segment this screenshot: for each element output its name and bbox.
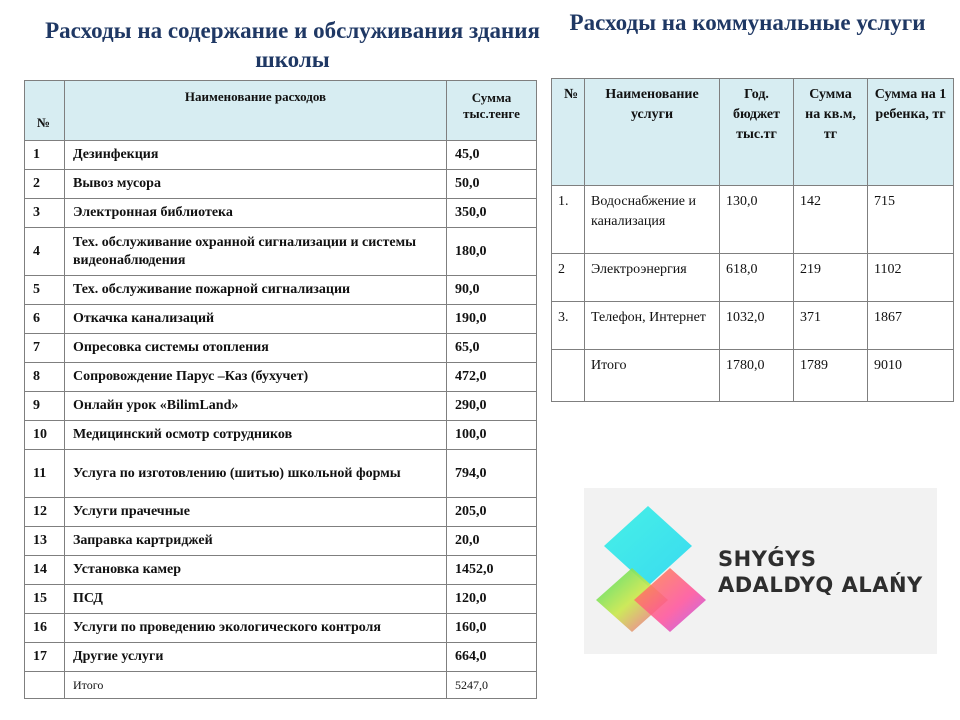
table-row xyxy=(25,450,537,498)
row-budget: 1032,0 xyxy=(720,302,794,350)
table-row xyxy=(552,186,954,254)
row-per-sqm: 142 xyxy=(794,186,868,254)
row-per-sqm: 1789 xyxy=(794,350,868,402)
row-name: Онлайн урок «BilimLand» xyxy=(65,392,447,421)
row-sum: 664,0 xyxy=(447,643,537,672)
logo-line-2: ADALDYQ ALAŃY xyxy=(718,573,923,597)
table-row xyxy=(25,392,537,421)
row-name: Водоснабжение и канализация xyxy=(585,186,720,254)
row-num: 8 xyxy=(25,363,65,392)
row-sum: 205,0 xyxy=(447,498,537,527)
table-header-row xyxy=(552,79,954,186)
table-row xyxy=(25,527,537,556)
table-row xyxy=(25,363,537,392)
row-sum: 180,0 xyxy=(447,228,537,276)
header-per-child: Сумма на 1 ребенка, тг xyxy=(868,79,954,186)
row-num: 6 xyxy=(25,305,65,334)
header-sum: Сумма тыс.тенге xyxy=(447,81,537,141)
table-row xyxy=(25,276,537,305)
header-name: Наименование услуги xyxy=(585,79,720,186)
row-budget: 618,0 xyxy=(720,254,794,302)
table-row xyxy=(552,302,954,350)
table-row xyxy=(25,614,537,643)
row-name: Заправка картриджей xyxy=(65,527,447,556)
table-row xyxy=(25,585,537,614)
row-name: Электронная библиотека xyxy=(65,199,447,228)
table-row xyxy=(25,556,537,585)
table-row xyxy=(25,334,537,363)
row-sum: 190,0 xyxy=(447,305,537,334)
row-budget: 1780,0 xyxy=(720,350,794,402)
table-row xyxy=(25,141,537,170)
header-per-sqm: Сумма на кв.м, тг xyxy=(794,79,868,186)
maintenance-expenses-table xyxy=(24,80,537,699)
row-sum: 120,0 xyxy=(447,585,537,614)
row-name: Телефон, Интернет xyxy=(585,302,720,350)
row-num: 15 xyxy=(25,585,65,614)
table-row xyxy=(25,498,537,527)
organization-logo xyxy=(584,488,937,654)
row-num: 4 xyxy=(25,228,65,276)
row-num: 17 xyxy=(25,643,65,672)
row-num xyxy=(552,350,585,402)
row-name: Услуга по изготовлению (шитью) школьной формы xyxy=(65,450,447,498)
row-num: 12 xyxy=(25,498,65,527)
row-name: Услуги по проведению экологического контроля xyxy=(65,614,447,643)
row-name: Тех. обслуживание охранной сигнализации и системы видеонаблюдения xyxy=(65,228,447,276)
header-num: № xyxy=(552,79,585,186)
row-name: Установка камер xyxy=(65,556,447,585)
total-label: Итого xyxy=(65,672,447,699)
header-budget: Год. бюджет тыс.тг xyxy=(720,79,794,186)
table-header-row xyxy=(25,81,537,141)
row-num: 9 xyxy=(25,392,65,421)
row-num: 16 xyxy=(25,614,65,643)
row-sum: 290,0 xyxy=(447,392,537,421)
row-num: 11 xyxy=(25,450,65,498)
row-name: Медицинский осмотр сотрудников xyxy=(65,421,447,450)
row-num: 5 xyxy=(25,276,65,305)
row-per-sqm: 371 xyxy=(794,302,868,350)
row-per-sqm: 219 xyxy=(794,254,868,302)
row-sum: 350,0 xyxy=(447,199,537,228)
row-per-child: 1102 xyxy=(868,254,954,302)
left-table-title: Расходы на содержание и обслуживания здания школы xyxy=(45,18,540,72)
row-num: 13 xyxy=(25,527,65,556)
row-num: 3. xyxy=(552,302,585,350)
row-num: 2 xyxy=(25,170,65,199)
row-sum: 472,0 xyxy=(447,363,537,392)
row-num: 1. xyxy=(552,186,585,254)
row-num: 10 xyxy=(25,421,65,450)
row-name: Тех. обслуживание пожарной сигнализации xyxy=(65,276,447,305)
row-num: 3 xyxy=(25,199,65,228)
row-num: 7 xyxy=(25,334,65,363)
row-name: ПСД xyxy=(65,585,447,614)
row-sum: 100,0 xyxy=(447,421,537,450)
row-name: Сопровождение Парус –Каз (бухучет) xyxy=(65,363,447,392)
row-num: 14 xyxy=(25,556,65,585)
row-sum: 90,0 xyxy=(447,276,537,305)
row-num: 2 xyxy=(552,254,585,302)
row-name: Вывоз мусора xyxy=(65,170,447,199)
row-sum: 65,0 xyxy=(447,334,537,363)
total-row xyxy=(552,350,954,402)
row-per-child: 715 xyxy=(868,186,954,254)
table-row xyxy=(25,199,537,228)
table-row xyxy=(25,421,537,450)
header-num: № xyxy=(25,81,65,141)
table-row xyxy=(25,643,537,672)
logo-mark-icon xyxy=(596,502,716,637)
row-budget: 130,0 xyxy=(720,186,794,254)
row-name: Услуги прачечные xyxy=(65,498,447,527)
row-name: Итого xyxy=(585,350,720,402)
logo-line-1: SHYǴYS xyxy=(718,547,817,571)
table-row xyxy=(25,170,537,199)
total-num xyxy=(25,672,65,699)
row-sum: 50,0 xyxy=(447,170,537,199)
utilities-expenses-table xyxy=(551,78,954,402)
row-per-child: 9010 xyxy=(868,350,954,402)
row-sum: 794,0 xyxy=(447,450,537,498)
total-row xyxy=(25,672,537,699)
row-sum: 1452,0 xyxy=(447,556,537,585)
row-name: Дезинфекция xyxy=(65,141,447,170)
total-sum: 5247,0 xyxy=(447,672,537,699)
row-name: Откачка канализаций xyxy=(65,305,447,334)
row-num: 1 xyxy=(25,141,65,170)
right-table-title: Расходы на коммунальные услуги xyxy=(569,10,926,35)
table-row xyxy=(25,228,537,276)
row-sum: 160,0 xyxy=(447,614,537,643)
row-sum: 45,0 xyxy=(447,141,537,170)
table-row xyxy=(25,305,537,334)
logo-text xyxy=(718,546,923,598)
row-name: Опресовка системы отопления xyxy=(65,334,447,363)
row-name: Электроэнергия xyxy=(585,254,720,302)
table-row xyxy=(552,254,954,302)
row-per-child: 1867 xyxy=(868,302,954,350)
header-name: Наименование расходов xyxy=(65,81,447,141)
row-name: Другие услуги xyxy=(65,643,447,672)
row-sum: 20,0 xyxy=(447,527,537,556)
